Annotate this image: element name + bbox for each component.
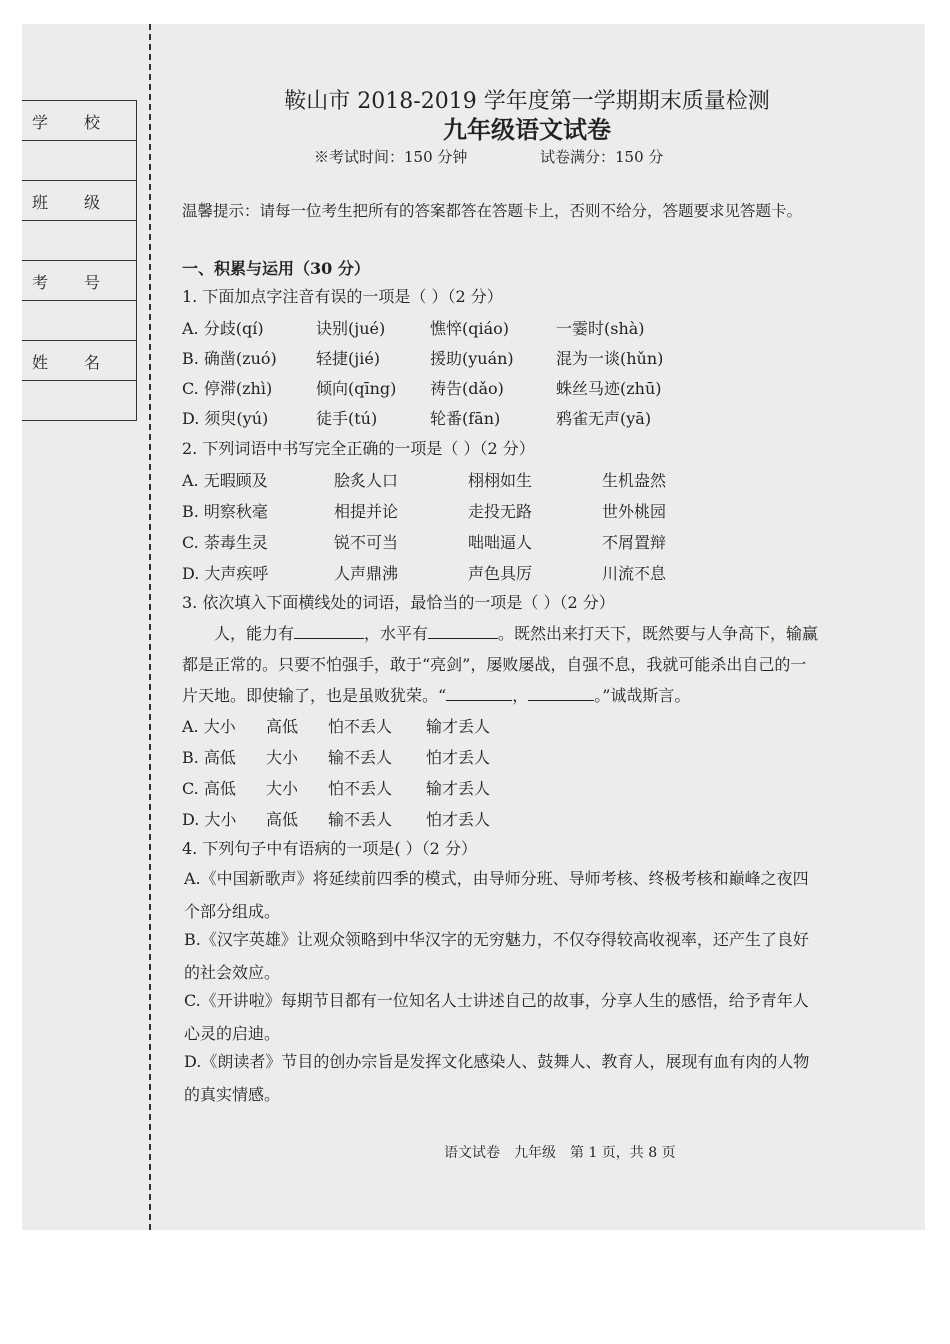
q2-option-b-word: 世外桃园 [602,502,667,521]
q3-option-b-word: 大小 [266,748,299,767]
q1-option-a: A. 分歧(qí) [182,319,264,338]
q2-option-c-word: 锐不可当 [334,533,399,552]
q1-option-c-word: 祷告(dǎo) [430,379,504,398]
q3-option-a-word: 高低 [266,717,299,736]
q3-option-c-word: 大小 [266,779,299,798]
q2-option-d-word: 川流不息 [602,564,667,583]
q2-option-d-word: 人声鼎沸 [334,564,399,583]
q2-option-c: C. 荼毒生灵 [182,533,268,552]
q1-option-d-word: 鸦雀无声(yā) [556,409,652,428]
info-label: 考 [32,273,49,292]
q1-option-c-word: 倾向(qīng) [316,379,397,398]
q4-option-b-line2: 的社会效应。 [184,963,281,982]
q3-passage-text: ，水平有 [364,624,429,643]
info-label: 号 [84,273,101,292]
fill-blank [428,624,498,639]
q3-option-d: D. 大小 [182,810,237,829]
question-2-stem: 2. 下列词语中书写完全正确的一项是（ ）（2 分） [182,439,535,458]
exam-title: 鞍山市 2018-2019 学年度第一学期期末质量检测 [284,89,770,114]
q3-option-c-word: 怕不丢人 [328,779,393,798]
question-1-stem: 1. 下面加点字注音有误的一项是（ ）（2 分） [182,287,503,306]
info-row-exam-number [22,261,136,301]
q3-option-d-word: 怕才丢人 [426,810,491,829]
q2-option-b: B. 明察秋毫 [182,502,268,521]
info-label: 姓 [32,353,49,372]
student-info-table [22,100,137,421]
q2-option-c-word: 咄咄逼人 [468,533,533,552]
q4-option-c-line2: 心灵的启迪。 [184,1024,281,1043]
q4-option-b-line1: B.《汉字英雄》让观众领略到中华汉字的无穷魅力，不仅夺得较高收视率，还产生了良好 [184,930,809,949]
q3-passage-text: 片天地。即使输了，也是虽败犹荣。“ [182,686,447,705]
q4-option-c-line1: C.《开讲啦》每期节目都有一位知名人士讲述自己的故事，分享人生的感悟，给予青年人 [184,991,809,1010]
q2-option-a: A. 无暇顾及 [182,471,268,490]
fill-blank [528,686,594,701]
q3-passage-text: ， [512,686,529,705]
q1-option-b-word: 混为一谈(hǔn) [556,349,664,368]
q2-option-a-word: 脍炙人口 [334,471,399,490]
q1-option-a-word: 诀别(jué) [316,319,386,338]
exam-full-score: 试卷满分：150 分 [540,148,664,166]
q1-option-b-word: 援助(yuán) [430,349,514,368]
q3-passage-text: 。”诚哉斯言。 [594,686,691,705]
q4-option-a-line2: 个部分组成。 [184,902,281,921]
q3-option-c-word: 输才丢人 [426,779,491,798]
q2-option-b-word: 相提并论 [334,502,399,521]
section-title: 一、积累与运用（30 分） [182,259,370,278]
info-row-school-blank [22,141,136,181]
fill-blank [446,686,512,701]
question-4-stem: 4. 下列句子中有语病的一项是( ）（2 分） [182,839,477,858]
q1-option-b: B. 确凿(zuó) [182,349,277,368]
exam-subtitle: 九年级语文试卷 [443,115,611,144]
info-row-class [22,181,136,221]
q1-option-c: C. 停滞(zhì) [182,379,273,398]
q4-option-a-line1: A.《中国新歌声》将延续前四季的模式，由导师分班、导师考核、终极考核和巅峰之夜四 [184,869,809,888]
exam-paper [22,24,925,1230]
info-row-name [22,341,136,381]
q3-option-b-word: 怕才丢人 [426,748,491,767]
page-footer: 语文试卷 九年级 第 1 页，共 8 页 [444,1145,676,1161]
q1-option-a-word: 一霎时(shà) [556,319,645,338]
q3-option-b-word: 输不丢人 [328,748,393,767]
binding-cut-line [149,24,151,1230]
q2-option-a-word: 栩栩如生 [468,471,533,490]
q1-option-a-word: 憔悴(qiáo) [430,319,510,338]
q1-option-b-word: 轻捷(jié) [316,349,381,368]
q2-option-a-word: 生机盎然 [602,471,667,490]
info-label: 学 [32,113,49,132]
info-label: 校 [84,113,101,132]
q2-option-d-word: 声色具厉 [468,564,533,583]
q3-option-a-word: 怕不丢人 [328,717,393,736]
q3-option-b: B. 高低 [182,748,236,767]
info-label: 名 [84,353,101,372]
question-3-stem: 3. 依次填入下面横线处的词语，最恰当的一项是（ ）（2 分） [182,593,615,612]
info-row-exam-number-blank [22,301,136,341]
q2-option-c-word: 不屑置辩 [602,533,667,552]
q3-passage-line-1 [214,621,818,644]
info-row-class-blank [22,221,136,261]
q3-passage-text: 。既然出来打天下，既然要与人争高下，输赢 [498,624,819,643]
q3-passage-text: 人，能力有 [214,624,295,643]
info-label: 级 [84,193,101,212]
q3-option-a-word: 输才丢人 [426,717,491,736]
exam-time: ※考试时间：150 分钟 [314,148,468,166]
q3-passage-line-2: 都是正常的。只要不怕强手，敢于“亮剑”，屡败屡战，自强不息，我就可能杀出自己的一 [182,655,807,674]
q3-option-d-word: 高低 [266,810,299,829]
fill-blank [294,624,364,639]
q4-option-d-line1: D.《朗读者》节目的创办宗旨是发挥文化感染人、鼓舞人、教育人，展现有血有肉的人物 [184,1052,810,1071]
q1-option-c-word: 蛛丝马迹(zhū) [556,379,662,398]
q2-option-d: D. 大声疾呼 [182,564,269,583]
q1-option-d: D. 须臾(yú) [182,409,269,428]
q3-option-a: A. 大小 [182,717,236,736]
q4-option-d-line2: 的真实情感。 [184,1085,281,1104]
info-row-name-blank [22,381,136,420]
q1-option-d-word: 轮番(fān) [430,409,501,428]
info-label: 班 [32,193,49,212]
q3-passage-line-3 [182,683,690,706]
q1-option-d-word: 徒手(tú) [316,409,378,428]
q2-option-b-word: 走投无路 [468,502,533,521]
q3-option-c: C. 高低 [182,779,236,798]
q3-option-d-word: 输不丢人 [328,810,393,829]
warm-tip: 温馨提示：请每一位考生把所有的答案都答在答题卡上，否则不给分，答题要求见答题卡。 [182,202,803,220]
